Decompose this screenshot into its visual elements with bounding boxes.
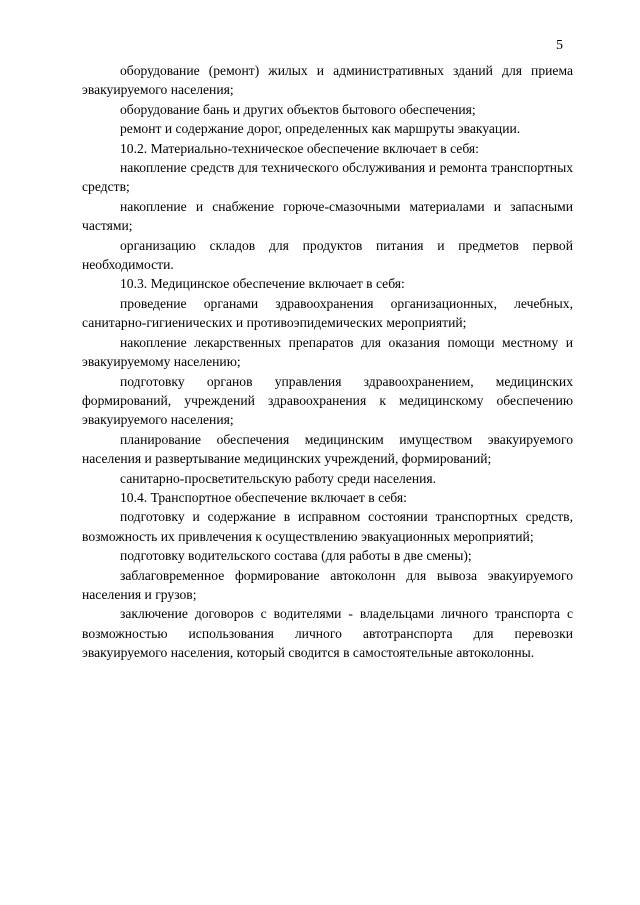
paragraph: накопление и снабжение горюче-смазочными материалами и запасными частями;	[82, 198, 573, 234]
paragraph: подготовку и содержание в исправном состоянии транспортных средств, возможность их привлечения к осуществлению эвакуационных мероприятий;	[82, 509, 573, 544]
paragraph: санитарно-просветительскую работу среди населения.	[120, 470, 437, 486]
paragraph: оборудование бань и других объектов бытового обеспечения;	[120, 101, 476, 117]
paragraph: подготовку органов управления здравоохранением, медицинских формирований, учреждений здравоохранения к медицинскому обеспечению эвакуируемого населения;	[82, 373, 573, 428]
paragraph: накопление средств для технического обслуживания и ремонта транспортных средств;	[82, 160, 573, 195]
paragraph: проведение органами здравоохранения организационных, лечебных, санитарно-гигиенических и противоэпидемических мероприятий;	[82, 295, 573, 331]
paragraph: накопление лекарственных препаратов для оказания помощи местному и эвакуируемому населению;	[82, 334, 573, 370]
section-heading: 10.3. Медицинское обеспечение включает в себя:	[120, 276, 405, 292]
paragraph: ремонт и содержание дорог, определенных как маршруты эвакуации.	[120, 121, 521, 137]
page-number: 5	[556, 38, 563, 53]
paragraph: планирование обеспечения медицинским имуществом эвакуируемого населения и развертывание медицинских учреждений, формирований;	[82, 431, 573, 467]
section-heading: 10.2. Материально-техническое обеспечение включает в себя:	[120, 140, 479, 156]
paragraph: заблаговременное формирование автоколонн для вывоза эвакуируемого населения и грузов;	[82, 567, 573, 602]
paragraph: заключение договоров с водителями - владельцами личного транспорта с возможностью использования личного автотранспорта для перевозки эвакуируемого населения, который сводится в самостоятельные автоколонны.	[82, 606, 573, 661]
section-heading: 10.4. Транспортное обеспечение включает в себя:	[120, 489, 407, 505]
paragraph: оборудование (ремонт) жилых и административных зданий для приема эвакуируемого населения;	[82, 63, 573, 98]
paragraph: организацию складов для продуктов питания и предметов первой необходимости.	[82, 237, 573, 273]
document-body	[82, 61, 573, 663]
paragraph: подготовку водительского состава (для работы в две смены);	[120, 548, 472, 564]
